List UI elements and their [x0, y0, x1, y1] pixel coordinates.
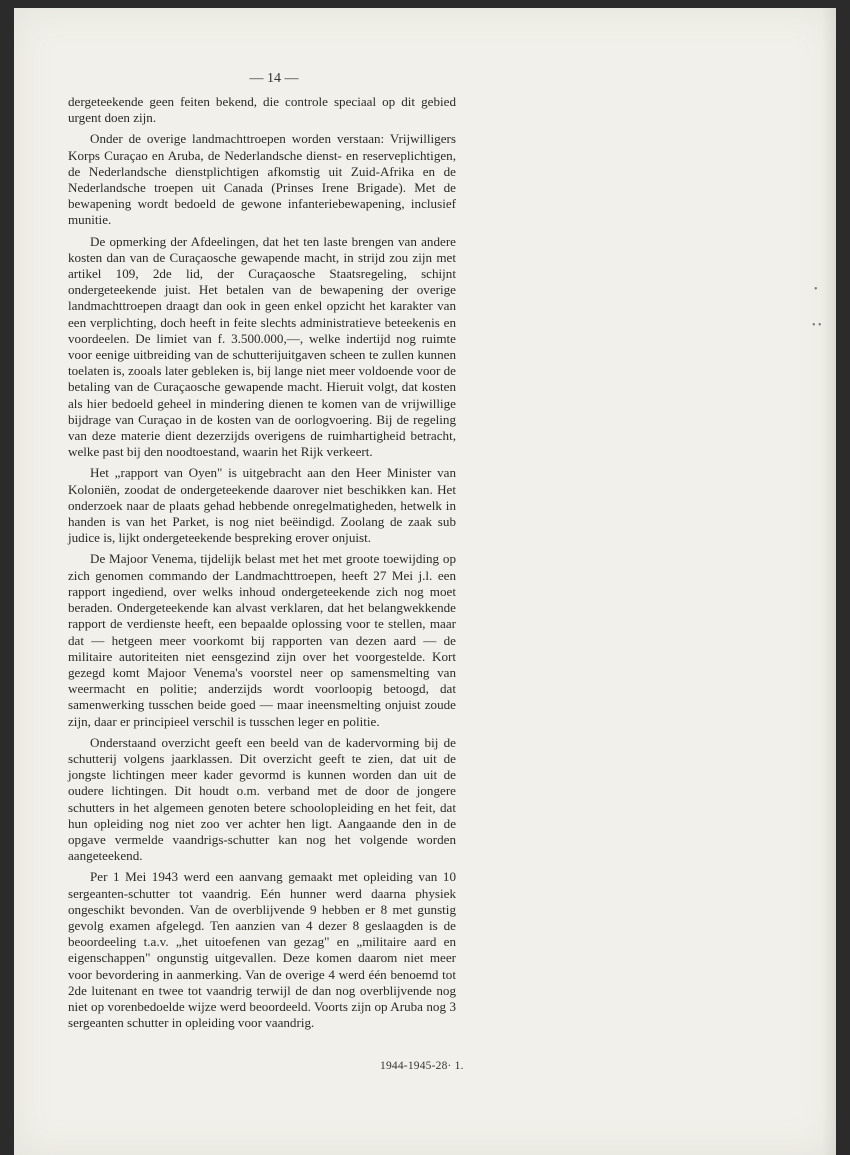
paragraph-landmachttroepen: Onder de overige landmachttroepen worden verstaan: Vrijwilligers Korps Curaçao en Aruba, de Nederlandsche dienst- en reserveplichtigen, de Nederlandsche dienstplichtigen afkomstig uit Zuid-Afrika en de Nederlandsche troepen uit Canada (Prinses Irene Brigade). Met de bewapening wordt bedoeld de gewone infanteriebewapening, inclusief munitie. [68, 131, 456, 228]
margin-dot-mark: • • [812, 320, 822, 331]
document-page [14, 8, 836, 1155]
body-text [68, 94, 456, 1036]
document-reference: 1944-1945-28· 1. [380, 1060, 464, 1072]
page-edge-shadow [822, 8, 836, 1155]
page-number: — 14 — [249, 71, 299, 86]
paragraph-afdeelingen: De opmerking der Afdeelingen, dat het ten laste brengen van andere kosten dan van de Curaçaosche gewapende macht, in strijd zou zijn met artikel 109, 2de lid, der Curaçaosche Staatsregeling, schijnt ondergeteekende juist. Het betalen van de bewapening der overige landmachttroepen draagt dan ook in geen enkel opzicht het karakter van een verplichting, doch heeft in feite slechts administratieve beteekenis en voordeelen. De limiet van f. 3.500.000,—, welke indertijd nog ruimte voor eenige uitbreiding van de schutterijuitgaven scheen te zullen kunnen toelaten is, zooals later gebleken is, bij lange niet meer voldoende voor de betaling van de Curaçaosche gewapende macht. Hieruit volgt, dat kosten als hier bedoeld geheel in mindering dienen te komen van de vrijwillige bijdrage van Curaçao in de kosten van de oorlogvoering. Bij de regeling van deze materie dient dezerzijds overigens de ruimhartigheid betracht, welke past bij den noodtoestand, waarin het Rijk verkeert. [68, 233, 456, 460]
paragraph-vaandrig-opleiding: Per 1 Mei 1943 werd een aanvang gemaakt met opleiding van 10 sergeanten-schutter tot vaandrig. Eén hunner werd daarna physiek ongeschikt bevonden. Van de overblijvende 9 hebben er 8 met gunstig gevolg examen afgelegd. Ten aanzien van 4 dezer 8 geslaagden is de beoordeeling t.a.v. „het uitoefenen van gezag" en „militaire aard en eigenschappen" ongunstig uitgevallen. Deze komen daarom niet meer voor bevordering in aanmerking. Van de overige 4 werd één benoemd tot 2de luitenant en twee tot vaandrig terwijl de dan nog overblijvende nog niet op vorenbedoelde wijze werd beoordeeld. Voorts zijn op Aruba nog 3 sergeanten schutter in opleiding voor vaandrig. [68, 869, 456, 1031]
paragraph-continuation: dergeteekende geen feiten bekend, die controle speciaal op dit gebied urgent doen zijn. [68, 94, 456, 126]
paragraph-majoor-venema: De Majoor Venema, tijdelijk belast met het met groote toewijding op zich genomen commando der Landmachttroepen, heeft 27 Mei j.l. een rapport ingediend, over welks inhoud ondergeteekende zich nog moet beraden. Ondergeteekende kan alvast verklaren, dat het belangwekkende rapport de verdienste heeft, een bepaalde oplossing voor te stellen, maar dat — hetgeen meer voorkomt bij rapporten van dezen aard — de militaire autoriteiten niet eensgezind zijn over het voorgestelde. Kort gezegd komt Majoor Venema's voorstel neer op samensmelting van weermacht en politie; anderzijds wordt voorloopig betoogd, dat samenwerking tusschen beide goed — maar ineensmelting onjuist zoude zijn, daar er principieel verschil is tusschen leger en politie. [68, 551, 456, 729]
paragraph-rapport-van-oyen: Het „rapport van Oyen" is uitgebracht aan den Heer Minister van Koloniën, zoodat de ondergeteekende daarover niet beschikken kan. Het onderzoek naar de plaats gehad hebbende onregelmatigheden, hetwelk in handen is van het Parket, is nog niet beëindigd. Zoolang de zaak sub judice is, lijkt ondergeteekende bespreking erover onjuist. [68, 465, 456, 546]
margin-dot-mark: • [814, 284, 818, 295]
paragraph-kadervorming: Onderstaand overzicht geeft een beeld van de kadervorming bij de schutterij volgens jaarklassen. Dit overzicht geeft te zien, dat uit de jongste lichtingen meer kader gevormd is kunnen worden dan uit de oudere lichtingen. Dit houdt o.m. verband met de door de jongere schutters in het algemeen genoten betere schoolopleiding en het feit, dat hun opleiding nog niet zoo ver achter hen ligt. Aangaande den in de opgave vermelde vaandrigs-schutter kan nog het volgende worden aangeteekend. [68, 734, 456, 864]
